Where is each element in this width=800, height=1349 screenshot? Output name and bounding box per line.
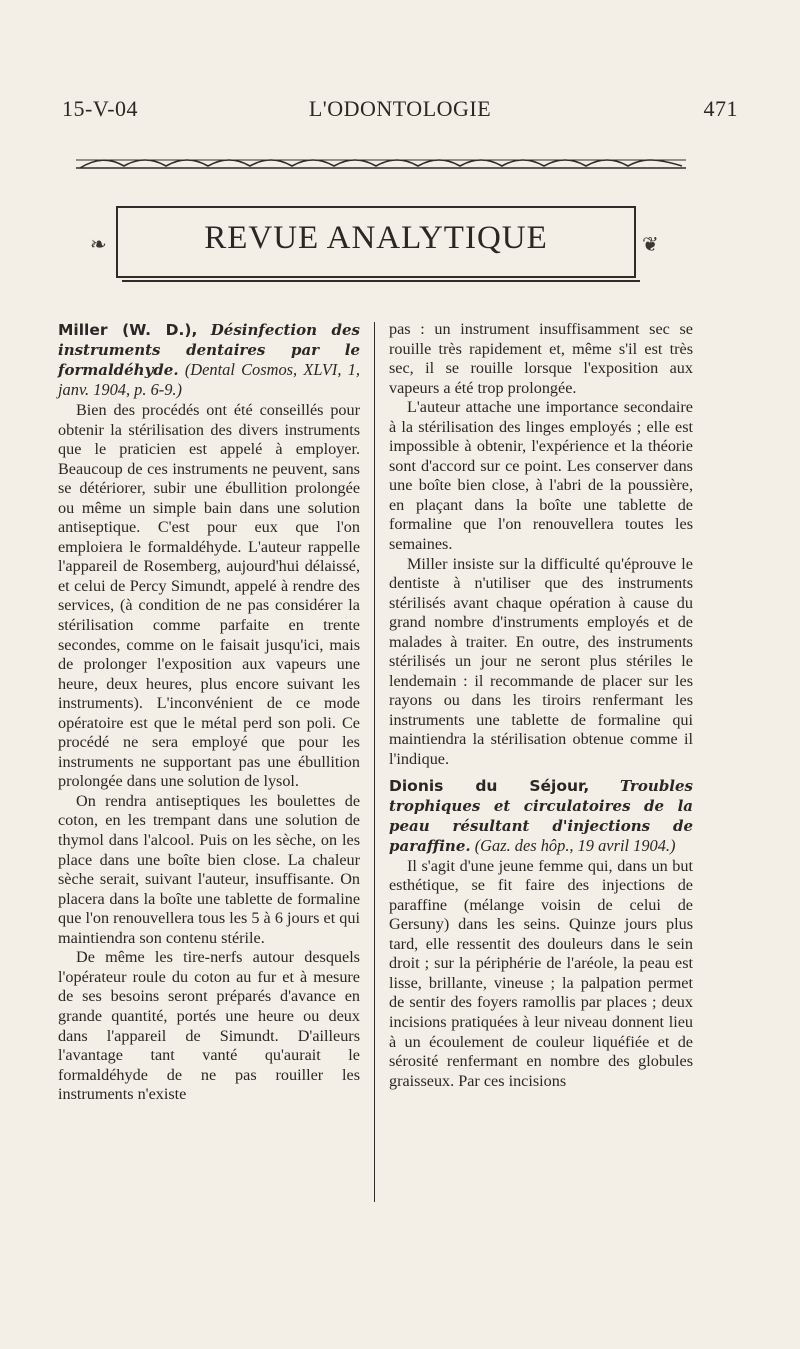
article-author: Miller (W. D.), [58, 321, 198, 339]
column-divider [374, 322, 375, 1202]
section-title: REVUE ANALYTIQUE [204, 220, 548, 256]
page-number: 471 [703, 96, 738, 121]
issue-date: 15-V-04 [62, 96, 139, 121]
article-citation: (Dental Cosmos, XLVI, 1, janv. 1904, p. 6-9.) [58, 360, 360, 399]
left-column [58, 320, 360, 1105]
right-column [389, 320, 693, 1091]
section-banner [116, 206, 636, 278]
paragraph: On rendra antiseptiques les boulettes de coton, en les trempant dans une solution de thymol dans l'alcool. Puis on les sèche, on les place dans une boîte bien close. La chaleur sèche serait, suivant l'auteur, insuffisante. On placera dans la boîte une tablette de formaline que l'on renouvellera tous les 5 à 6 jours et qui maintiendra son contenu stérile. [58, 791, 360, 947]
paragraph: Il s'agit d'une jeune femme qui, dans un but esthétique, se fit faire des injections de paraffine (mélange voisin de celui de Gersuny) dans les seins. Quinze jours plus tard, elle ressentit des douleurs dans le sein droit ; sur la périphérie de l'aréole, la peau est lisse, brillante, vineuse ; la palpation permet de sentir des foyers ramollis par places ; deux incisions pratiquées à leur niveau donnent lieu à un écoulement de couleur liquéfiée et de sérosité renfermant en nombre des globules graisseux. Par ces incisions [389, 856, 693, 1090]
article-title: Désinfection des instruments dentaires par le formaldéhyde. [58, 321, 360, 379]
journal-title: L'ODONTOLOGIE [308, 96, 492, 121]
article-heading-miller [58, 320, 360, 400]
paragraph: Miller insiste sur la difficulté qu'éprouve le dentiste à n'utiliser que des instruments stérilisés avant chaque opération à cause du grand nombre d'instruments employés et de malades à traiter. En outre, des instruments stérilisés un jour ne seront plus stériles le lendemain : il recommande de placer sur les rayons ou dans les tiroirs renfermant les instruments une tablette de formaline qui maintiendra la stérilisation obtenue comme il l'indique. [389, 554, 693, 769]
article-heading-dionis [389, 776, 693, 856]
fleuron-left-icon: ❧ [90, 232, 107, 256]
running-head [62, 96, 738, 132]
ornamental-rule [76, 156, 686, 172]
paragraph: De même les tire-nerfs autour desquels l'opérateur roule du coton au fur et à mesure de ses besoins seront préparés d'avance en grande quantité, portés une heure ou deux dans l'appareil de Simundt. D'ailleurs l'avantage tant vanté qu'aurait le formaldéhyde de ne pas rouiller les instruments n'existe [58, 948, 360, 1104]
fleuron-right-icon: ❦ [642, 232, 659, 256]
article-title: Troubles trophiques et circulatoires de la peau résultant d'injections de paraffine. [389, 776, 693, 855]
article-author: Dionis du Séjour, [389, 776, 590, 795]
paragraph: Bien des procédés ont été conseillés pour obtenir la stérilisation des divers instruments que le praticien est appelé à employer. Beaucoup de ces instruments ne peuvent, sans se détériorer, subir une ébullition prolongée ou même un simple bain dans une solution antiseptique. C'est pour eux que l'on emploiera le formaldéhyde. L'auteur rappelle l'appareil de Rosemberg, aujourd'hui délaissé, et celui de Percy Simundt, appelé à rendre des services, (à condition de ne pas considérer la stérilisation comme parfaite en trente secondes, comme on le faisait jusqu'ici, mais de prolonger l'exposition aux vapeurs une heure, deux heures, plus encore suivant les instruments). L'inconvénient de ce mode opératoire est que le métal perd son poli. Ce procédé ne sera employé que pour les instruments ne supportant pas une ébullition prolongée dans une solution de lysol. [58, 401, 360, 791]
paragraph: L'auteur attache une importance secondaire à la stérilisation des linges employés ; elle est impossible à obtenir, l'expérience et la théorie sont d'accord sur ce point. Les conserver dans une boîte bien close, à l'abri de la poussière, en plaçant dans la boîte une tablette de formaline que l'on renouvellera toutes les semaines. [389, 398, 693, 554]
paragraph: pas : un instrument insuffisamment sec se rouille très rapidement et, même s'il est très sec, il se rouille lorsque l'exposition aux vapeurs a été trop prolongée. [389, 320, 693, 397]
article-citation: (Gaz. des hôp., 19 avril 1904.) [474, 835, 676, 855]
